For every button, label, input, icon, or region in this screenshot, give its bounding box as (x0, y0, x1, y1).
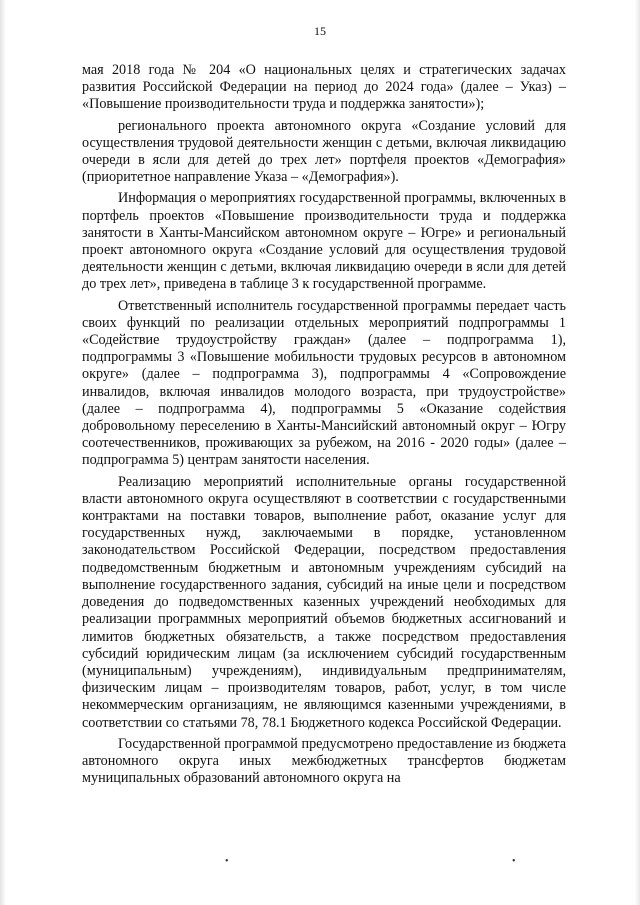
document-body (82, 62, 566, 791)
paragraph-6: Государственной программой предусмотрено предоставление из бюджета автономного округа иных межбюджетных трансфертов бюджетам муниципальных образований автономного округа на (82, 735, 566, 787)
paragraph-1: мая 2018 года № 204 «О национальных целях и стратегических задачах развития Российской Федерации на период до 2024 года» (далее – Указ) – «Повышение производительности труда и поддержка занятости»); (82, 62, 566, 113)
paragraph-5: Реализацию мероприятий исполнительные органы государственной власти автономного округа осуществляют в соответствии с государственными контрактами на поставки товаров, выполнение работ, оказание услуг для государственных нужд, заключаемыми в порядке, установленном законодательством Российской Федерации, посредством предоставления подведомственным бюджетным и автономным учреждениям субсидий на выполнение государственного задания, субсидий на иные цели и посредством доведения до подведомственных казенных учреждений необходимых для реализации программных мероприятий объемов бюджетных ассигнований и лимитов бюджетных обязательств, а также посредством предоставления субсидий юридическим лицам (за исключением субсидий государственным (муниципальным) учреждениям), индивидуальным предпринимателям, физическим лицам – производителям товаров, работ, услуг, в том числе некоммерческим организациям, не являющимся казенными учреждениями, в соответствии со статьями 78, 78.1 Бюджетного кодекса Российской Федерации. (82, 473, 566, 731)
paragraph-2: регионального проекта автономного округа «Создание условий для осуществления трудовой деятельности женщин с детьми, включая ликвидацию очереди в ясли для детей до трех лет» портфеля проектов «Демография» (приоритетное направление Указа – «Демография»). (82, 117, 566, 186)
scan-speck: • (512, 856, 516, 867)
scan-edge-left (0, 0, 6, 905)
paragraph-4: Ответственный исполнитель государственной программы передает часть своих функций по реализации отдельных мероприятий подпрограммы 1 «Содействие трудоустройству граждан» (далее – подпрограмма 1), подпрограммы 3 «Повышение мобильности трудовых ресурсов в автономном округе» (далее – подпрограмма 3), подпрограммы 4 «Сопровождение инвалидов, включая инвалидов молодого возраста, при трудоустройстве» (далее – подпрограмма 4), подпрограммы 5 «Оказание содействия добровольному переселению в Ханты-Мансийский автономный округ – Югру соотечественников, проживающих за рубежом, на 2016 - 2020 годы» (далее – подпрограмма 5) центрам занятости населения. (82, 297, 566, 469)
paragraph-3: Информация о мероприятиях государственной программы, включенных в портфель проектов «Повышение производительности труда и поддержка занятости в Ханты-Мансийском автономном округе – Югре» и региональный проект автономного округа «Создание условий для осуществления трудовой деятельности женщин с детьми, включая ликвидацию очереди в ясли для детей до трех лет», приведена в таблице 3 к государственной программе. (82, 190, 566, 293)
scan-edge-right (635, 0, 640, 905)
page-number: 15 (314, 24, 326, 38)
scan-speck: • (225, 856, 229, 867)
